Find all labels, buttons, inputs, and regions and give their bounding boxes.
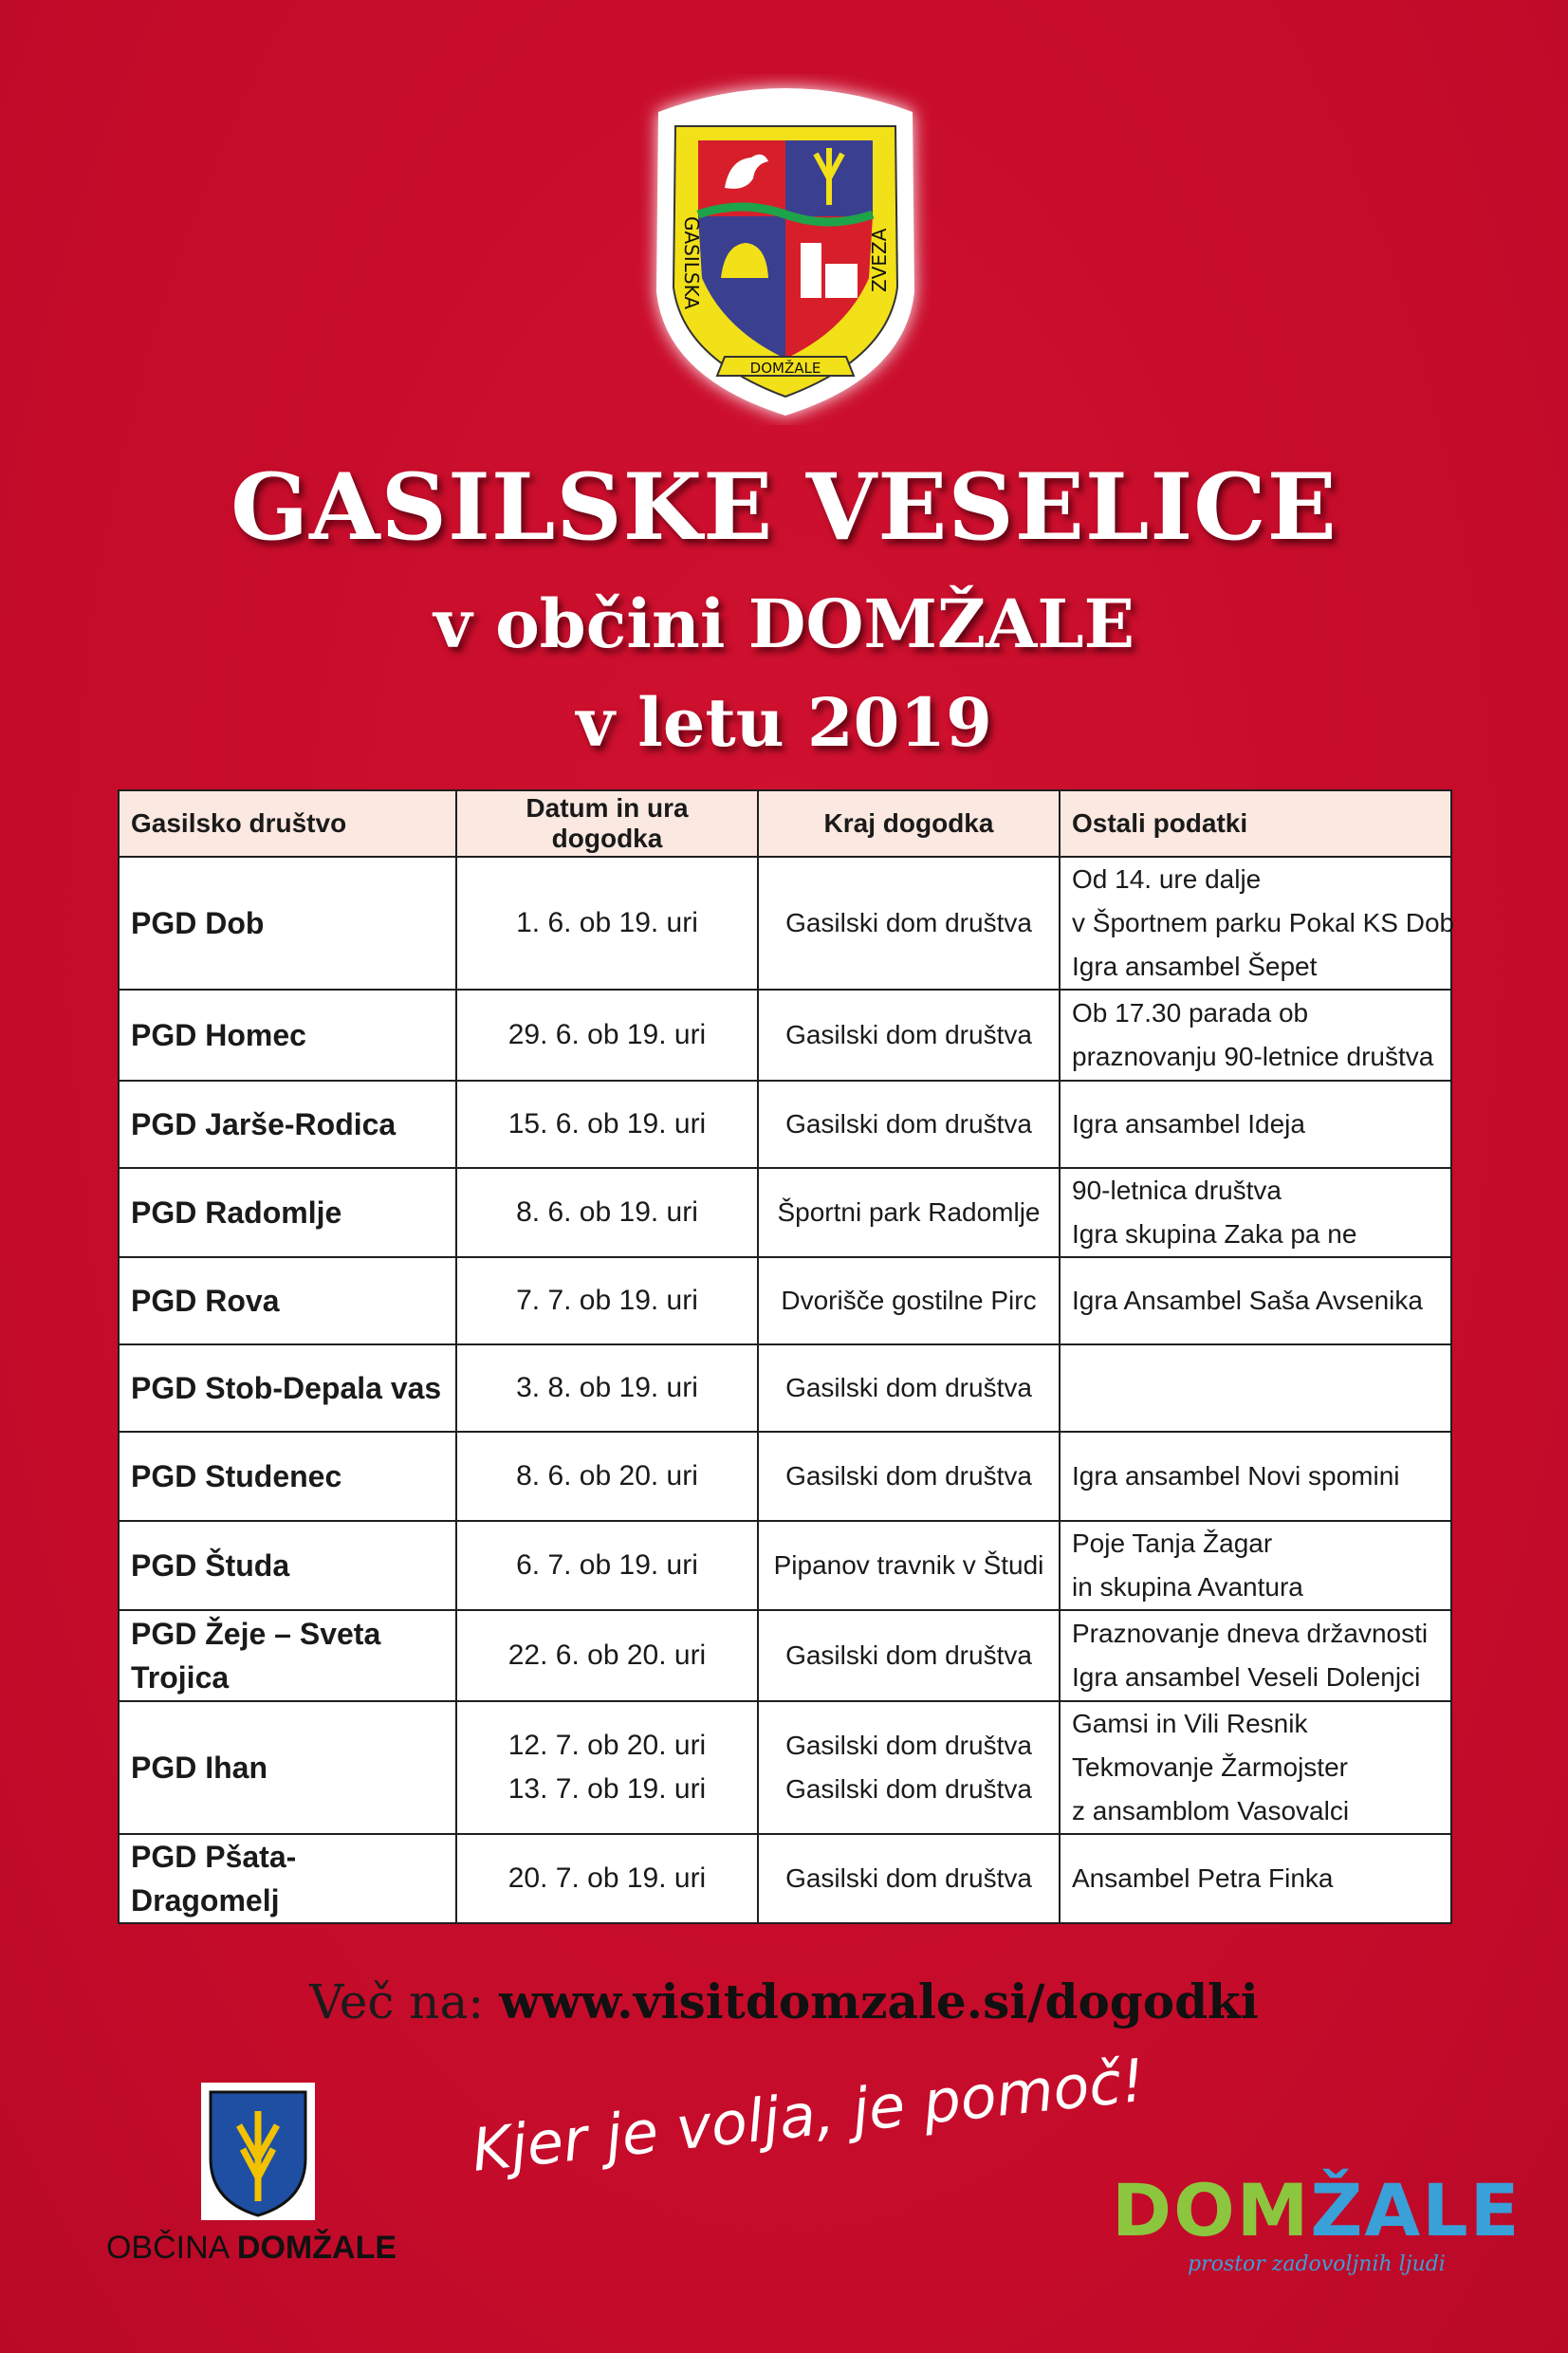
domzale-brand-logo <box>1112 2168 1522 2252</box>
table-row <box>119 1610 1451 1701</box>
table-row <box>119 1257 1451 1344</box>
event-date-cell <box>456 1834 758 1923</box>
table-row <box>119 1168 1451 1257</box>
event-note-line: praznovanju 90-letnice društva <box>1072 1042 1434 1071</box>
event-date-cell <box>456 1168 758 1257</box>
event-note-line: Ob 17.30 parada ob <box>1072 998 1309 1028</box>
event-place-line: Gasilski dom društva <box>785 1109 1032 1139</box>
society-name: PGD Žeje – Sveta Trojica <box>119 1610 456 1701</box>
event-date-line: 6. 7. ob 19. uri <box>516 1549 698 1581</box>
event-place-cell <box>758 1521 1060 1610</box>
table-row <box>119 1521 1451 1610</box>
event-place-line: Športni park Radomlje <box>777 1197 1041 1227</box>
event-note-line: in skupina Avantura <box>1072 1572 1303 1602</box>
column-header-date: Datum in ura dogodka <box>456 790 758 857</box>
more-info-label: Več na: <box>309 1974 485 2029</box>
event-place-cell <box>758 1168 1060 1257</box>
event-date-line: 13. 7. ob 19. uri <box>507 1773 707 1805</box>
society-name: PGD Rova <box>119 1257 456 1344</box>
table-row <box>119 990 1451 1081</box>
event-date-cell <box>456 1081 758 1168</box>
event-date-line: 8. 6. ob 19. uri <box>516 1196 698 1228</box>
society-name: PGD Dob <box>119 857 456 990</box>
municipality-coat-of-arms-icon <box>201 2083 315 2220</box>
fire-association-crest <box>630 74 941 425</box>
slogan: Kjer je volja, je pomoč! <box>469 2045 1149 2185</box>
event-date-line: 29. 6. ob 19. uri <box>507 1019 707 1050</box>
event-note-cell <box>1060 1257 1451 1344</box>
event-note-line: 90-letnica društva <box>1072 1176 1282 1205</box>
table-row <box>119 1701 1451 1834</box>
event-note-line: Igra ansambel Šepet <box>1072 952 1318 981</box>
event-date-line: 20. 7. ob 19. uri <box>507 1862 707 1894</box>
table-row <box>119 1344 1451 1432</box>
event-note-line: Igra ansambel Veseli Dolenjci <box>1072 1662 1421 1692</box>
event-date-cell <box>456 990 758 1081</box>
event-date-line: 3. 8. ob 19. uri <box>516 1372 698 1403</box>
crest-right-text: ZVEZA <box>868 228 891 292</box>
event-date-cell <box>456 857 758 990</box>
event-place-line: Pipanov travnik v Študi <box>773 1550 1044 1580</box>
event-place-cell <box>758 1081 1060 1168</box>
event-date-line: 22. 6. ob 20. uri <box>507 1640 707 1671</box>
event-note-cell <box>1060 1432 1451 1521</box>
event-note-line: Od 14. ure dalje <box>1072 864 1262 894</box>
event-note-cell <box>1060 1168 1451 1257</box>
society-name: PGD Homec <box>119 990 456 1081</box>
event-note-cell <box>1060 1521 1451 1610</box>
event-place-cell <box>758 990 1060 1081</box>
event-note-cell <box>1060 857 1455 990</box>
event-place-cell <box>758 1610 1060 1701</box>
event-place-cell <box>758 1701 1060 1834</box>
event-place-line: Gasilski dom društva <box>785 908 1032 937</box>
page-year: v letu 2019 <box>576 683 992 762</box>
event-note-line: Igra ansambel Novi spomini <box>1072 1461 1400 1491</box>
event-place-cell <box>758 1834 1060 1923</box>
event-place-cell <box>758 857 1060 990</box>
event-note-cell <box>1060 1081 1451 1168</box>
event-note-line: Poje Tanja Žagar <box>1072 1529 1273 1558</box>
brand-part-1: DOM <box>1112 2168 1311 2252</box>
event-note-line: Ansambel Petra Finka <box>1072 1863 1334 1893</box>
event-place-cell <box>758 1257 1060 1344</box>
brand-tagline: prostor zadovoljnih ljudi <box>1188 2252 1446 2276</box>
event-date-line: 7. 7. ob 19. uri <box>516 1285 698 1316</box>
event-date-line: 1. 6. ob 19. uri <box>516 907 698 938</box>
more-info <box>0 1973 1568 2029</box>
table-row <box>119 1432 1451 1521</box>
society-name: PGD Ihan <box>119 1701 456 1834</box>
event-date-line: 12. 7. ob 20. uri <box>507 1730 707 1761</box>
crest-left-text: GASILSKA <box>680 216 703 310</box>
column-header-place: Kraj dogodka <box>758 790 1060 857</box>
event-date-line: 8. 6. ob 20. uri <box>516 1460 698 1491</box>
municipality-prefix: OBČINA <box>105 2230 229 2266</box>
event-date-cell <box>456 1432 758 1521</box>
event-date-cell <box>456 1521 758 1610</box>
more-info-link[interactable]: www.visitdomzale.si/dogodki <box>499 1973 1259 2029</box>
event-note-line: Igra ansambel Ideja <box>1072 1109 1305 1139</box>
event-date-cell <box>456 1701 758 1834</box>
event-note-cell <box>1060 1344 1451 1432</box>
page-title: GASILSKE VESELICE <box>231 454 1337 561</box>
event-date-line: 15. 6. ob 19. uri <box>507 1108 707 1139</box>
society-name: PGD Stob-Depala vas <box>119 1344 456 1432</box>
events-table <box>118 789 1455 1924</box>
event-place-line: Gasilski dom društva <box>785 1373 1032 1402</box>
event-note-cell <box>1060 1701 1451 1834</box>
event-place-line: Gasilski dom društva <box>785 1774 1032 1804</box>
event-date-cell <box>456 1610 758 1701</box>
table-row <box>119 1081 1451 1168</box>
event-note-line: Tekmovanje Žarmojster <box>1072 1752 1348 1782</box>
table-row <box>119 857 1451 990</box>
event-place-line: Gasilski dom društva <box>785 1461 1032 1491</box>
event-place-line: Gasilski dom društva <box>785 1863 1032 1893</box>
society-name: PGD Studenec <box>119 1432 456 1521</box>
event-note-line: Igra skupina Zaka pa ne <box>1072 1219 1357 1249</box>
event-place-line: Dvorišče gostilne Pirc <box>781 1286 1037 1315</box>
society-name: PGD Študa <box>119 1521 456 1610</box>
crest-banner-text: DOMŽALE <box>749 360 821 377</box>
event-note-cell <box>1060 990 1451 1081</box>
event-place-line: Gasilski dom društva <box>785 1731 1032 1760</box>
event-place-line: Gasilski dom društva <box>785 1640 1032 1670</box>
event-date-cell <box>456 1344 758 1432</box>
municipality-name-bold: DOMŽALE <box>236 2230 397 2266</box>
event-place-cell <box>758 1432 1060 1521</box>
society-name: PGD Pšata-Dragomelj <box>119 1834 456 1923</box>
event-note-line: Praznovanje dneva državnosti <box>1072 1619 1429 1648</box>
event-note-cell <box>1060 1834 1451 1923</box>
event-note-line: z ansamblom Vasovalci <box>1072 1796 1350 1825</box>
event-note-line: Gamsi in Vili Resnik <box>1072 1709 1308 1738</box>
page-subtitle: v občini DOMŽALE <box>434 584 1134 663</box>
event-note-line: v Športnem parku Pokal KS Dob <box>1072 908 1455 937</box>
event-note-cell <box>1060 1610 1451 1701</box>
brand-part-2: ŽALE <box>1310 2168 1522 2252</box>
table-row <box>119 1834 1451 1923</box>
municipality-name <box>38 2230 465 2267</box>
event-date-cell <box>456 1257 758 1344</box>
table-header-row <box>119 790 1451 857</box>
society-name: PGD Jarše-Rodica <box>119 1081 456 1168</box>
event-place-line: Gasilski dom društva <box>785 1020 1032 1049</box>
event-place-cell <box>758 1344 1060 1432</box>
society-name: PGD Radomlje <box>119 1168 456 1257</box>
column-header-society: Gasilsko društvo <box>119 790 456 857</box>
event-note-line: Igra Ansambel Saša Avsenika <box>1072 1286 1423 1315</box>
column-header-notes: Ostali podatki <box>1060 790 1451 857</box>
